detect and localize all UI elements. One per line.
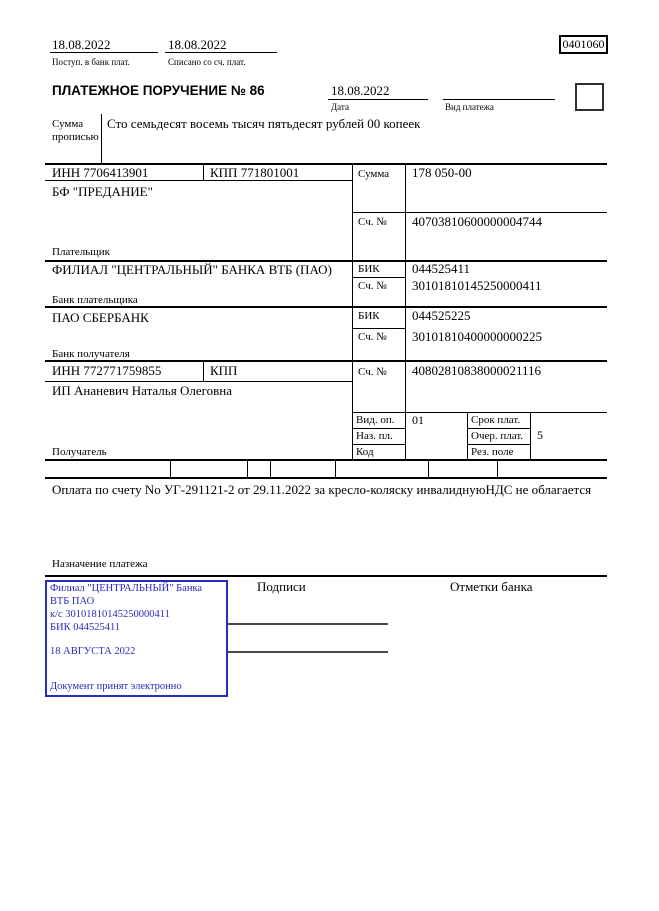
tax-field-divider-6 (497, 461, 498, 477)
document-title: ПЛАТЕЖНОЕ ПОРУЧЕНИЕ № 86 (52, 83, 265, 98)
op-row1-border-right (467, 428, 530, 429)
amount-value: 178 050-00 (412, 165, 472, 180)
amount-in-words: Сто семьдесят восемь тысяч пятьдесят рублей 00 копеек (107, 116, 421, 131)
payment-purpose-label: Назначение платежа (52, 558, 148, 570)
document-date: 18.08.2022 (331, 83, 390, 98)
payment-purpose-text: Оплата по счету No УГ-291121-2 от 29.11.2022 за кресло-коляску инвалиднуюНДС не облагается (52, 482, 592, 497)
stamp-bank-name-1: Филиал "ЦЕНТРАЛЬНЫЙ" Банка (50, 583, 203, 594)
payment-type-box (575, 83, 604, 111)
amount-words-label-2: прописью (52, 131, 99, 143)
purpose-section-border (45, 575, 607, 577)
label-value-divider (405, 163, 406, 461)
payment-type-label: Вид платежа (445, 102, 494, 112)
form-code: 0401060 (562, 37, 605, 51)
amount-words-divider (101, 114, 102, 164)
payee-bank-account-label: Сч. № (358, 331, 387, 343)
tax-field-divider-2 (247, 461, 248, 477)
payee-bank-section-label: Банк получателя (52, 348, 130, 360)
payee-block-border (45, 459, 607, 461)
op-row2-border-right (467, 444, 530, 445)
payee-inn-row-border (45, 381, 352, 382)
payer-bank-bik: 044525411 (412, 261, 471, 276)
signatures-label: Подписи (257, 579, 306, 594)
date-label: Дата (331, 102, 349, 112)
payee-bank-bik-border (352, 328, 405, 329)
payer-bank-bik-border (352, 277, 405, 278)
received-date-underline (50, 52, 158, 53)
payee-account: 40802810838000021116 (412, 363, 542, 378)
received-in-bank-label: Поступ. в банк плат. (52, 57, 130, 67)
payer-kpp: КПП 771801001 (210, 165, 300, 180)
payee-bank-name: ПАО СБЕРБАНК (52, 310, 149, 325)
stamp-corr-account: к/с 30101810145250000411 (50, 609, 170, 620)
op-kind-value: 01 (412, 413, 424, 427)
payee-kpp-label: КПП (210, 363, 238, 378)
payer-account-label: Сч. № (358, 216, 387, 228)
op-label2-divider (530, 412, 531, 460)
payee-account-label: Сч. № (358, 366, 387, 378)
payee-bank-account: 30101810400000000225 (412, 329, 542, 344)
form-code-box (559, 35, 608, 54)
payer-account: 40703810600000004744 (412, 214, 542, 229)
received-in-bank-date: 18.08.2022 (52, 37, 111, 52)
op-block-top-border (352, 412, 607, 413)
payer-bank-account-label: Сч. № (358, 280, 387, 292)
payer-name: БФ "ПРЕДАНИЕ" (52, 184, 153, 199)
priority-value: 5 (537, 428, 543, 442)
tax-field-divider-3 (270, 461, 271, 477)
payer-kpp-divider (203, 163, 204, 181)
debited-date-underline (165, 52, 277, 53)
stamp-accepted-note: Документ принят электронно (50, 681, 182, 692)
reserve-field-label: Рез. поле (471, 446, 514, 458)
amount-words-label-1: Сумма (52, 118, 84, 130)
date-underline (328, 99, 428, 100)
op-value-divider (467, 412, 468, 460)
payer-bank-section-label: Банк плательщика (52, 294, 138, 306)
op-row1-border-left (352, 428, 405, 429)
payer-section-label: Плательщик (52, 246, 110, 258)
payee-name: ИП Ананевич Наталья Олеговна (52, 383, 232, 398)
tax-field-divider-1 (170, 461, 171, 477)
op-row2-border-left (352, 444, 405, 445)
stamp-bank-name-2: ВТБ ПАО (50, 596, 95, 607)
payee-bank-bik-label: БИК (358, 310, 380, 322)
priority-label: Очер. плат. (471, 430, 524, 442)
signature-line-1 (228, 623, 388, 625)
tax-field-divider-4 (335, 461, 336, 477)
amount-label: Сумма (358, 168, 390, 180)
payee-section-label: Получатель (52, 446, 107, 458)
tax-row-bottom-border (45, 477, 607, 479)
payer-inn: ИНН 7706413901 (52, 165, 149, 180)
payer-bank-bik-label: БИК (358, 263, 380, 275)
payment-type-underline (443, 99, 555, 100)
payer-bank-account: 30101810145250000411 (412, 278, 542, 293)
stamp-date: 18 АВГУСТА 2022 (50, 646, 136, 657)
debited-date: 18.08.2022 (168, 37, 227, 52)
debited-label: Списано со сч. плат. (168, 57, 246, 67)
due-date-label: Срок плат. (471, 414, 521, 426)
payer-bank-name: ФИЛИАЛ "ЦЕНТРАЛЬНЫЙ" БАНКА ВТБ (ПАО) (52, 262, 332, 277)
payee-bank-bik: 044525225 (412, 308, 471, 323)
bank-marks-label: Отметки банка (450, 579, 533, 594)
signature-line-2 (228, 651, 388, 653)
stamp-bik: БИК 044525411 (50, 622, 121, 633)
payee-inn: ИНН 772771759855 (52, 363, 162, 378)
payee-kpp-divider (203, 360, 204, 382)
main-column-divider (352, 163, 353, 461)
code-label: Код (356, 446, 374, 458)
tax-field-divider-5 (428, 461, 429, 477)
op-kind-label: Вид. оп. (356, 414, 395, 426)
amount-row-border (352, 212, 607, 213)
purpose-code-label: Наз. пл. (356, 430, 393, 442)
